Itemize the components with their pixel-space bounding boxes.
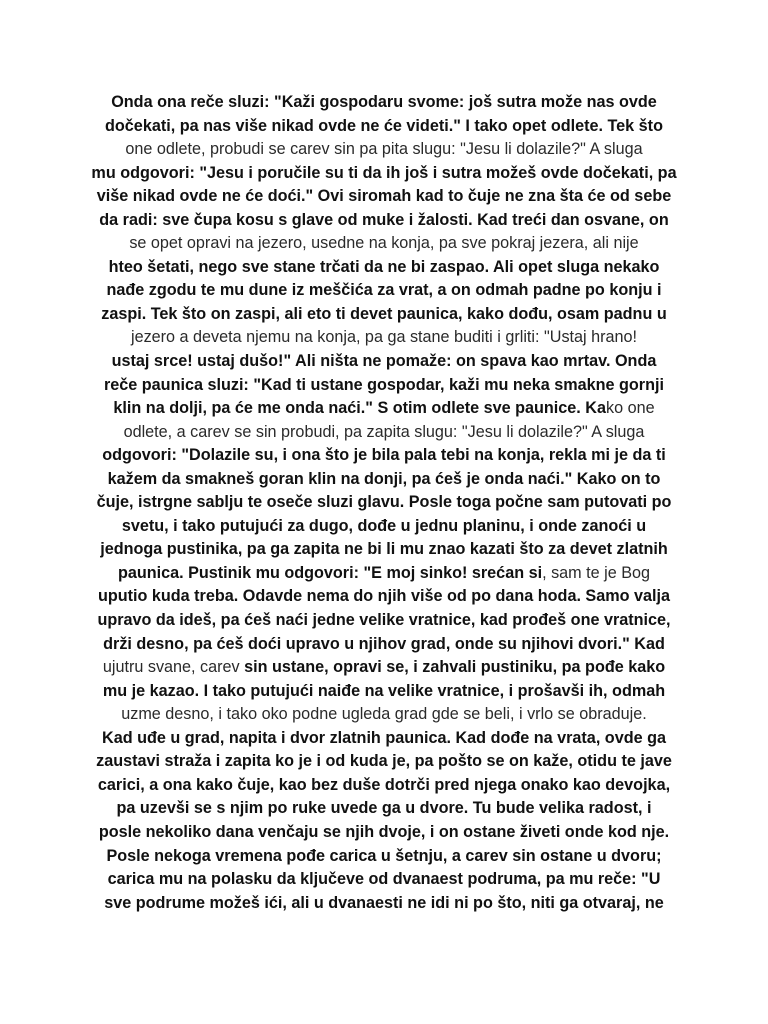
text-line xyxy=(60,656,708,680)
text-segment: klin na dolji, pa će me onda naći." S otim odlete sve paunice. Ka xyxy=(113,399,606,418)
text-segment: dočekati, pa nas više nikad ovde ne će videti." I tako opet odlete. Tek što xyxy=(105,116,663,135)
text-line xyxy=(60,750,708,774)
document-body-text xyxy=(60,91,708,915)
text-segment: svetu, i tako putujući za dugo, dođe u jednu planinu, i onde zanoći u xyxy=(121,516,647,535)
text-segment: jezero a deveta njemu na konja, pa ga stane buditi i grliti: "Ustaj hrano! xyxy=(130,328,638,347)
text-segment: reče paunica sluzi: "Kad ti ustane gospodar, kaži mu neka smakne gornji xyxy=(103,375,664,394)
text-line xyxy=(60,209,708,233)
text-line xyxy=(60,350,708,374)
text-line xyxy=(60,162,708,186)
text-segment: zaspi. Tek što on zaspi, ali eto ti devet paunica, kako dođu, osam padnu u xyxy=(101,304,667,323)
text-segment: Kad uđe u grad, napita i dvor zlatnih paunica. Kad dođe na vrata, ovde ga xyxy=(102,728,666,747)
text-segment: mu odgovori: "Jesu i poručile su ti da ih još i sutra možeš ovde dočekati, pa xyxy=(91,163,677,182)
text-line xyxy=(60,468,708,492)
text-line xyxy=(60,326,708,350)
text-segment: hteo šetati, nego sve stane trčati da ne bi zaspao. Ali opet sluga nekako xyxy=(108,257,660,276)
text-line xyxy=(60,727,708,751)
text-segment: carici, a ona kako čuje, kao bez duše dotrči pred njega onako kao devojka, xyxy=(97,775,671,794)
text-line xyxy=(60,868,708,892)
text-segment: carica mu na polasku da ključeve od dvanaest podruma, pa mu reče: "U xyxy=(107,870,661,889)
text-line xyxy=(60,115,708,139)
text-segment: Posle nekoga vremena pođe carica u šetnju, a carev sin ostane u dvoru; xyxy=(106,846,662,865)
text-line xyxy=(60,444,708,468)
text-line xyxy=(60,91,708,115)
text-segment: uzme desno, i tako oko podne ugleda grad gde se beli, i vrlo se obraduje. xyxy=(121,705,647,724)
text-segment: da radi: sve čupa kosu s glave od muke i žalosti. Kad treći dan osvane, on xyxy=(99,210,669,229)
text-line xyxy=(60,185,708,209)
text-segment: kažem da smakneš goran klin na donji, pa ćeš je onda naći." Kako on to xyxy=(107,469,661,488)
text-segment: Onda ona reče sluzi: "Kaži gospodaru svome: još sutra može nas ovde xyxy=(111,93,657,111)
text-line xyxy=(60,680,708,704)
text-segment: se opet opravi na jezero, usedne na konja, pa sve pokraj jezera, ali nije xyxy=(129,234,639,253)
text-line xyxy=(60,421,708,445)
text-segment: odlete, a carev se sin probudi, pa zapita slugu: "Jesu li dolazile?" A sluga xyxy=(123,422,645,441)
text-segment: A sluga xyxy=(585,140,643,159)
text-line xyxy=(60,562,708,586)
text-line xyxy=(60,585,708,609)
text-segment: ujutru svane, carev xyxy=(102,658,245,677)
text-line xyxy=(60,279,708,303)
text-segment: drži desno, pa ćeš doći upravo u njihov grad, onde su njihovi dvori." Kad xyxy=(103,634,665,653)
text-line xyxy=(60,491,708,515)
text-segment: upravo da ideš, pa ćeš naći jedne velike vratnice, kad prođeš one vratnice, xyxy=(97,611,671,630)
text-segment: ustaj srce! ustaj dušo!" Ali ništa ne pomaže: on spava kao mrtav. Onda xyxy=(111,352,657,371)
text-line xyxy=(60,303,708,327)
text-segment: zaustavi straža i zapita ko je i od kuda je, pa pošto se on kaže, otidu te jave xyxy=(96,752,672,771)
text-line xyxy=(60,892,708,916)
text-line xyxy=(60,845,708,869)
text-line xyxy=(60,609,708,633)
text-segment: paunica. Pustinik mu odgovori: "E moj sinko! srećan si xyxy=(117,563,543,582)
text-segment: pa uzevši se s njim po ruke uvede ga u dvore. Tu bude velika radost, i xyxy=(116,799,652,818)
text-line xyxy=(60,821,708,845)
text-line xyxy=(60,774,708,798)
text-line xyxy=(60,138,708,162)
text-segment: , a on odmah padne po konju i xyxy=(428,281,662,300)
text-line xyxy=(60,538,708,562)
text-line xyxy=(60,232,708,256)
text-segment: nađe zgodu te mu dune iz meščića za vrat xyxy=(106,281,429,300)
text-line xyxy=(60,703,708,727)
text-segment: ko one xyxy=(605,399,655,418)
text-segment: sve podrume možeš ići, ali u dvanaesti ne idi ni po što, niti ga otvaraj, ne xyxy=(104,893,664,912)
text-segment: mu je kazao. I tako putujući naiđe na velike vratnice, i prošavši ih, odmah xyxy=(102,681,666,700)
text-segment: , sam te je Bog xyxy=(542,563,651,582)
text-segment: one odlete, probudi se carev sin pa pita slugu: "Jesu li dolazile?" xyxy=(125,140,586,159)
text-segment: jednoga pustinika, pa ga zapita ne bi li mu znao kazati što za devet zlatnih xyxy=(100,540,668,559)
text-segment: odgovori: "Dolazile su, i ona što je bila pala tebi na konja, rekla mi je da ti xyxy=(102,446,666,465)
text-segment: uputio kuda treba. Odavde nema do njih više od po dana hoda. Samo valja xyxy=(97,587,671,606)
text-line xyxy=(60,374,708,398)
text-line xyxy=(60,633,708,657)
text-line xyxy=(60,256,708,280)
text-line xyxy=(60,797,708,821)
text-line xyxy=(60,397,708,421)
text-line xyxy=(60,515,708,539)
text-segment: posle nekoliko dana venčaju se njih dvoje, i on ostane živeti onde kod nje. xyxy=(98,822,670,841)
text-segment: čuje, istrgne sablju te oseče sluzi glavu. Posle toga počne sam putovati po xyxy=(96,493,672,512)
text-segment: sin ustane, opravi se, i zahvali pustiniku, pa pođe kako xyxy=(244,658,666,677)
text-segment: više nikad ovde ne će doći." Ovi siromah kad to čuje ne zna šta će od sebe xyxy=(96,187,672,206)
